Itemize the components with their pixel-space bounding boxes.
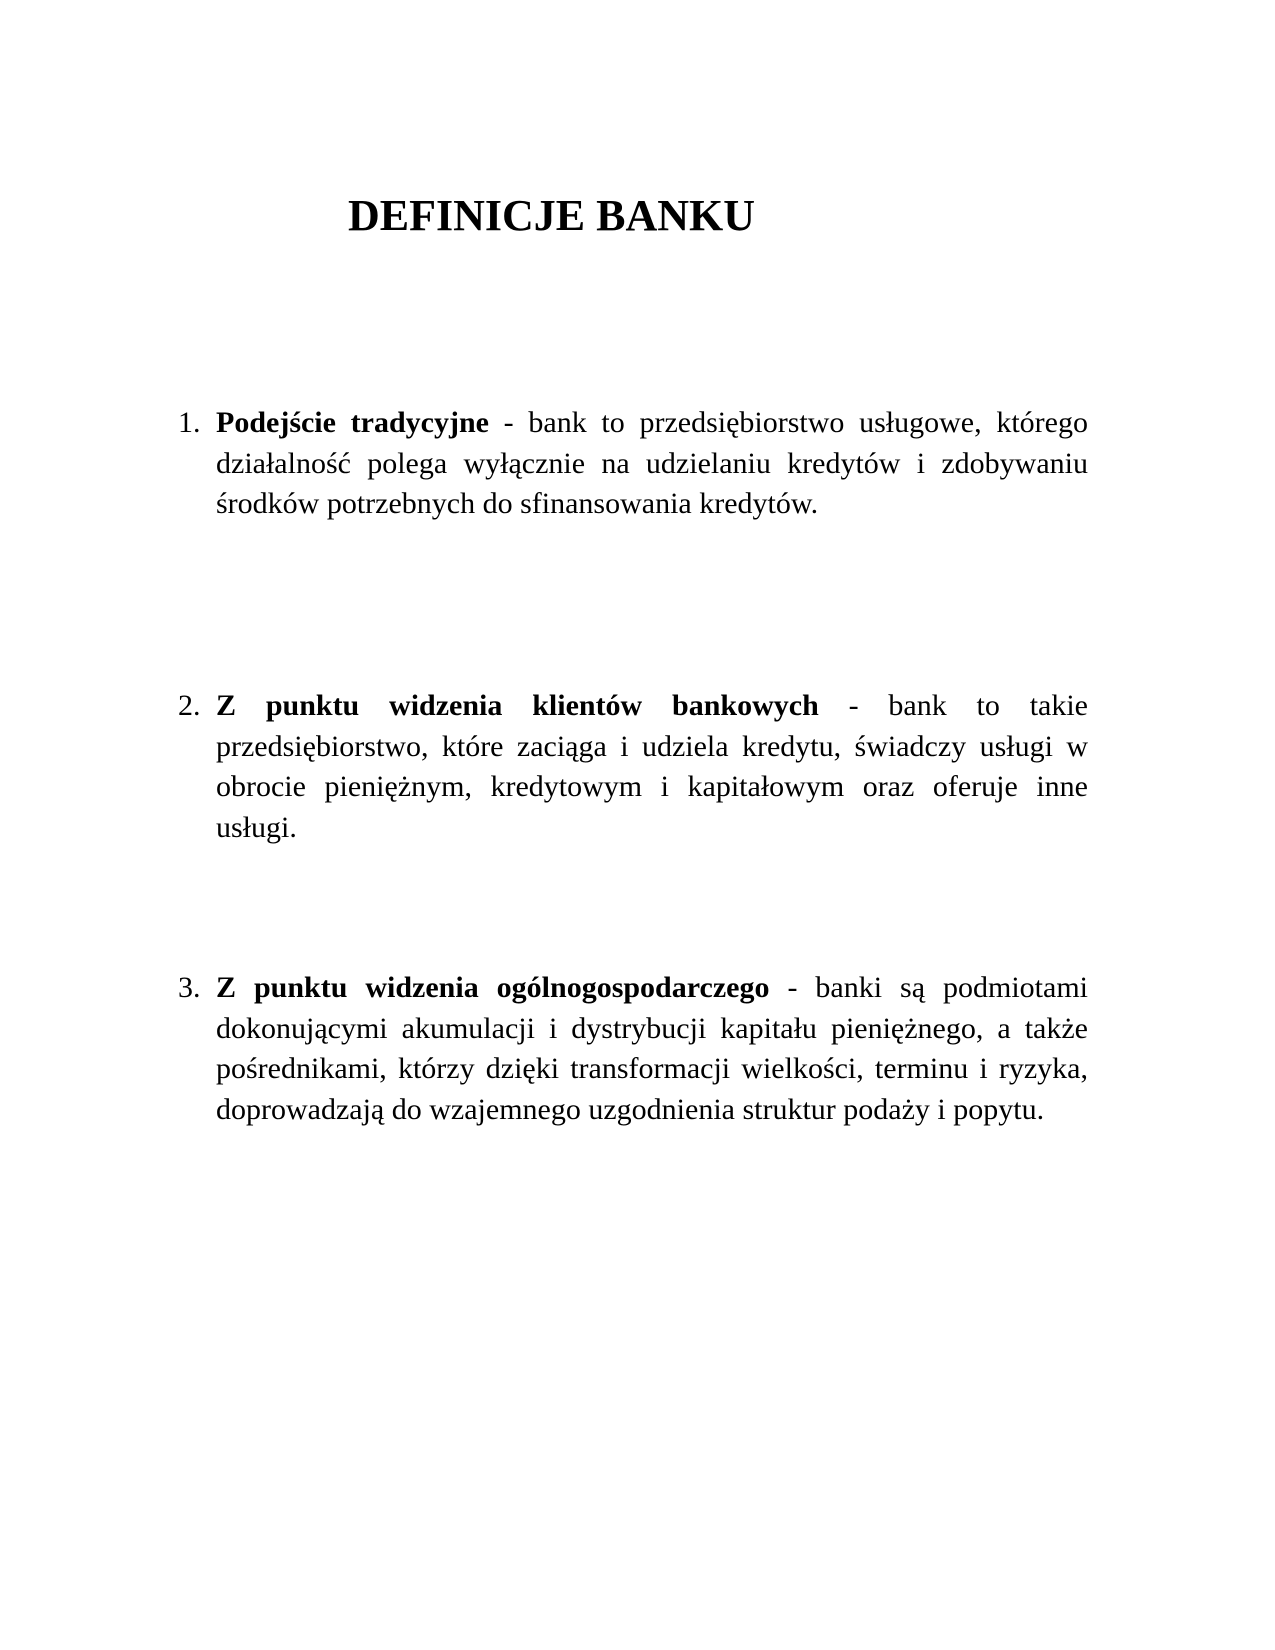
definition-item-2 bbox=[178, 686, 1088, 848]
item-number: 2. bbox=[178, 689, 201, 722]
item-term: Z punktu widzenia klientów bankowych bbox=[216, 689, 819, 722]
item-separator: - bbox=[769, 971, 816, 1004]
item-definition: bank to takie przedsiębiorstwo, które zaciąga i udziela kredytu, świadczy usługi w obrocie pieniężnym, kredytowym i kapitałowym oraz oferuje inne usługi. bbox=[216, 689, 1088, 844]
item-text bbox=[216, 686, 1088, 848]
item-text bbox=[216, 968, 1088, 1130]
item-separator: - bbox=[818, 689, 889, 722]
item-definition: bank to przedsiębiorstwo usługowe, którego działalność polega wyłącznie na udzielaniu kredytów i zdobywaniu środków potrzebnych do sfinansowania kredytów. bbox=[216, 406, 1088, 520]
definition-item-3 bbox=[178, 968, 1088, 1130]
item-number: 3. bbox=[178, 971, 201, 1004]
page-title: DEFINICJE BANKU bbox=[348, 191, 756, 240]
item-term: Podejście tradycyjne bbox=[216, 406, 489, 439]
item-definition: banki są podmiotami dokonującymi akumulacji i dystrybucji kapitału pieniężnego, a także pośrednikami, którzy dzięki transformacji wielkości, terminu i ryzyka, doprowadzają do wzajemnego uzgodnienia struktur podaży i popytu. bbox=[216, 971, 1088, 1126]
item-separator: - bbox=[488, 406, 529, 439]
item-text bbox=[216, 403, 1088, 525]
item-number: 1. bbox=[178, 406, 201, 439]
item-term: Z punktu widzenia ogólnogospodarczego bbox=[216, 971, 770, 1004]
definition-item-1 bbox=[178, 403, 1088, 525]
